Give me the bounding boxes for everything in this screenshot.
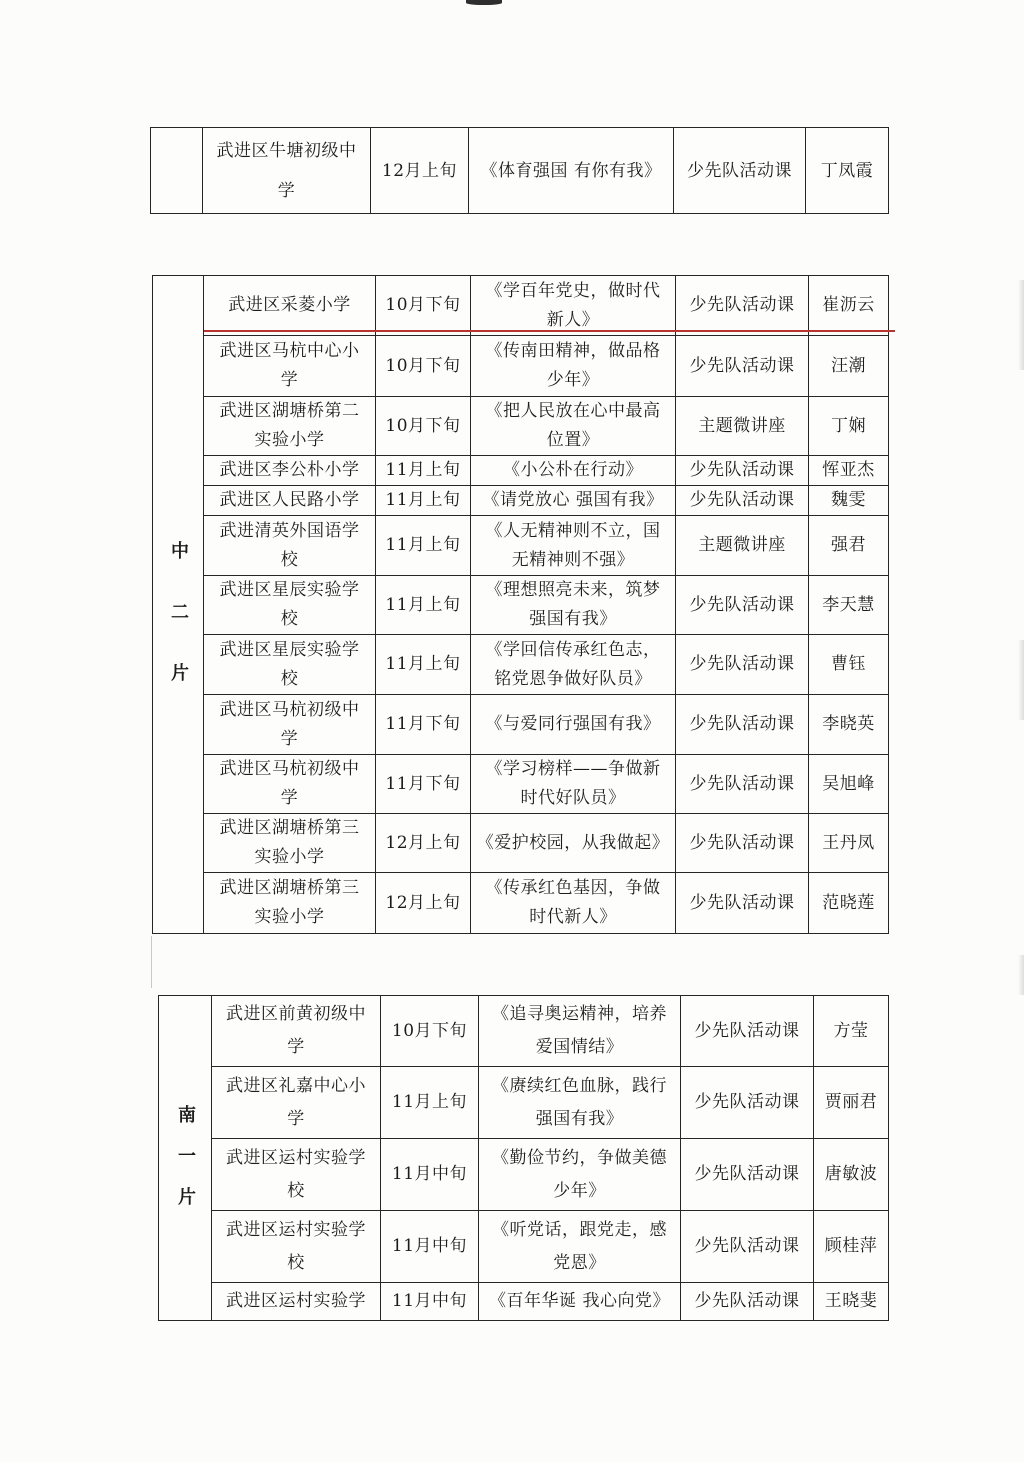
scan-edge-shadow (1018, 280, 1024, 370)
table-row (159, 1067, 889, 1139)
table-row (153, 635, 889, 695)
time-cell: 11月下旬 (376, 755, 471, 814)
activity-title-line: 《把人民放在心中最高 (485, 401, 661, 421)
time-cell: 11月上旬 (376, 516, 471, 576)
school-name-line: 武进区湖塘桥第三 (219, 878, 360, 898)
activity-title-line: 无精神则不强》 (511, 549, 635, 570)
time-cell: 11月中旬 (381, 1283, 479, 1321)
scan-edge-shadow (1018, 640, 1024, 720)
person-cell: 丁凤霞 (806, 128, 889, 214)
school-name-line: 校 (280, 609, 299, 629)
activity-title-line: 《百年华诞 我心向党》 (489, 1291, 670, 1311)
region-cell (159, 996, 212, 1321)
title-cell (471, 814, 676, 873)
title-cell (471, 276, 676, 336)
title-cell (471, 456, 676, 486)
time-cell: 10月下旬 (376, 336, 471, 397)
type-cell: 少先队活动课 (676, 456, 809, 486)
table-row (153, 516, 889, 576)
title-cell (471, 635, 676, 695)
school-name-line: 实验小学 (254, 847, 325, 867)
activity-title-line: 《听党话，跟党走，感 (492, 1219, 667, 1240)
region-label: 中二片 (168, 541, 189, 724)
school-name-line: 校 (280, 668, 299, 689)
school-name-line: 武进区马杭中心小 (219, 341, 360, 361)
table-row (153, 486, 889, 516)
school-cell (204, 695, 376, 755)
activity-title-line: 《传承红色基因，争做 (485, 878, 661, 898)
school-name-line: 学 (287, 1037, 305, 1057)
school-name-line: 武进区湖塘桥第三 (219, 818, 360, 838)
school-cell (204, 486, 376, 516)
school-name-line: 武进区人民路小学 (219, 490, 360, 510)
school-name-line: 校 (280, 549, 299, 570)
school-cell (204, 635, 376, 695)
type-cell: 少先队活动课 (676, 695, 809, 755)
table-row (153, 276, 889, 336)
school-cell (212, 1283, 381, 1321)
table-row (153, 873, 889, 934)
person-cell: 顾桂萍 (814, 1211, 889, 1283)
school-cell (204, 873, 376, 934)
time-cell: 12月上旬 (371, 128, 469, 214)
activity-title-line: 《爱护校园，从我做起》 (476, 832, 670, 853)
person-cell: 贾丽君 (814, 1067, 889, 1139)
schedule-table-zhong-er (152, 275, 889, 934)
activity-title-line: 《学百年党史，做时代 (485, 280, 661, 301)
school-name-line: 武进区采菱小学 (228, 295, 351, 315)
person-cell: 范晓莲 (809, 873, 889, 934)
table-row (153, 814, 889, 873)
type-cell: 少先队活动课 (676, 755, 809, 814)
table-row (153, 456, 889, 486)
time-cell: 11月中旬 (381, 1139, 479, 1211)
activity-title-line: 强国有我》 (535, 1108, 624, 1129)
school-name-line: 武进区运村实验学 (226, 1291, 366, 1311)
person-cell: 曹钰 (809, 635, 889, 695)
school-name-line: 武进区星辰实验学 (219, 639, 360, 660)
type-cell: 少先队活动课 (676, 635, 809, 695)
title-cell (471, 695, 676, 755)
school-name-line: 校 (287, 1252, 305, 1273)
activity-title-line: 《传南田精神，做品格 (485, 341, 661, 361)
type-cell: 少先队活动课 (676, 814, 809, 873)
title-cell (471, 873, 676, 934)
schedule-table-nan-yi (158, 995, 889, 1321)
red-pen-underline (204, 330, 895, 332)
type-cell: 主题微讲座 (676, 516, 809, 576)
activity-title-line: 少年》 (546, 370, 600, 390)
activity-title-line: 《小公朴在行动》 (503, 460, 643, 480)
person-cell: 吴旭峰 (809, 755, 889, 814)
person-cell: 王丹凤 (809, 814, 889, 873)
type-cell: 主题微讲座 (676, 397, 809, 456)
school-name-line: 实验小学 (254, 907, 325, 927)
table-row (159, 1139, 889, 1211)
time-cell: 10月下旬 (376, 276, 471, 336)
activity-title-line: 时代好队员》 (520, 788, 626, 808)
person-cell: 魏雯 (809, 486, 889, 516)
title-cell (479, 1139, 681, 1211)
type-cell: 少先队活动课 (681, 996, 814, 1067)
time-cell: 11月上旬 (381, 1067, 479, 1139)
school-cell (203, 128, 371, 214)
title-cell (479, 996, 681, 1067)
activity-title-line: 《请党放心 强国有我》 (482, 490, 664, 510)
activity-title-line: 爱国情结》 (535, 1037, 624, 1057)
activity-title-line: 《赓续红色血脉，践行 (492, 1075, 667, 1096)
school-cell (204, 755, 376, 814)
activity-title-line: 时代新人》 (529, 907, 617, 927)
table-row (153, 397, 889, 456)
activity-title-line: 《学回信传承红色志， (485, 639, 661, 660)
type-cell: 少先队活动课 (674, 128, 806, 214)
time-cell: 10月下旬 (381, 996, 479, 1067)
school-name-line: 武进区牛塘初级中 (216, 140, 357, 161)
school-name-line: 武进区运村实验学 (226, 1219, 366, 1240)
time-cell: 11月上旬 (376, 486, 471, 516)
time-cell: 11月中旬 (381, 1211, 479, 1283)
type-cell: 少先队活动课 (681, 1283, 814, 1321)
activity-title-line: 新人》 (546, 309, 600, 330)
school-name-line: 实验小学 (254, 430, 325, 450)
person-cell: 汪潮 (809, 336, 889, 397)
title-cell (479, 1283, 681, 1321)
time-cell: 11月下旬 (376, 695, 471, 755)
title-cell (471, 755, 676, 814)
school-name-line: 武进区运村实验学 (226, 1147, 366, 1168)
school-cell (212, 1067, 381, 1139)
school-cell (212, 1211, 381, 1283)
person-cell: 李晓英 (809, 695, 889, 755)
type-cell: 少先队活动课 (676, 336, 809, 397)
school-cell (204, 276, 376, 336)
school-name-line: 校 (287, 1180, 305, 1201)
activity-title-line: 《追寻奥运精神，培养 (492, 1004, 667, 1024)
school-name-line: 武进区李公朴小学 (219, 460, 360, 480)
school-cell (204, 516, 376, 576)
school-cell (204, 336, 376, 397)
table-row (153, 755, 889, 814)
title-cell (471, 397, 676, 456)
school-name-line: 武进区前黄初级中 (226, 1004, 366, 1024)
activity-title-line: 铭党恩争做好队员》 (494, 668, 652, 689)
school-cell (212, 996, 381, 1067)
activity-title-line: 《与爱同行强国有我》 (485, 714, 661, 734)
region-label: 南一片 (175, 1104, 196, 1228)
person-cell: 方莹 (814, 996, 889, 1067)
school-cell (204, 397, 376, 456)
school-name-line: 学 (287, 1108, 305, 1129)
region-cell (151, 128, 203, 214)
type-cell: 少先队活动课 (681, 1139, 814, 1211)
scan-mark (466, 0, 502, 5)
title-cell (471, 516, 676, 576)
scan-edge-shadow (1018, 955, 1024, 995)
type-cell: 少先队活动课 (676, 576, 809, 635)
region-cell (153, 276, 204, 934)
school-name-line: 学 (280, 728, 299, 749)
person-cell: 李天慧 (809, 576, 889, 635)
school-name-line: 学 (277, 180, 296, 201)
title-cell (471, 486, 676, 516)
title-cell (469, 128, 674, 214)
activity-title-line: 强国有我》 (529, 609, 617, 629)
table-row (159, 1211, 889, 1283)
person-cell: 唐敏波 (814, 1139, 889, 1211)
activity-title-line: 《体育强国 有你有我》 (480, 160, 662, 181)
table-row (153, 336, 889, 397)
school-name-line: 武进区礼嘉中心小 (226, 1075, 366, 1096)
type-cell: 少先队活动课 (681, 1067, 814, 1139)
school-cell (212, 1139, 381, 1211)
table-row (153, 576, 889, 635)
school-name-line: 武进区湖塘桥第二 (219, 401, 360, 421)
school-name-line: 武进区星辰实验学 (219, 580, 360, 600)
type-cell: 少先队活动课 (676, 873, 809, 934)
activity-title-line: 位置》 (546, 430, 600, 450)
time-cell: 10月下旬 (376, 397, 471, 456)
title-cell (479, 1211, 681, 1283)
type-cell: 少先队活动课 (681, 1211, 814, 1283)
time-cell: 12月上旬 (376, 814, 471, 873)
time-cell: 12月上旬 (376, 873, 471, 934)
scan-artifact-line (151, 936, 152, 988)
title-cell (471, 336, 676, 397)
school-cell (204, 456, 376, 486)
person-cell: 恽亚杰 (809, 456, 889, 486)
table-row (151, 128, 889, 214)
school-name-line: 学 (280, 370, 299, 390)
school-name-line: 武进区马杭初级中 (219, 699, 360, 720)
type-cell: 少先队活动课 (676, 486, 809, 516)
activity-title-line: 少年》 (553, 1180, 606, 1201)
activity-title-line: 《学习榜样——争做新 (485, 759, 661, 779)
person-cell: 强君 (809, 516, 889, 576)
time-cell: 11月上旬 (376, 456, 471, 486)
school-name-line: 武进区马杭初级中 (219, 759, 360, 779)
time-cell: 11月上旬 (376, 576, 471, 635)
person-cell: 王晓斐 (814, 1283, 889, 1321)
activity-title-line: 党恩》 (553, 1252, 606, 1273)
table-row (153, 695, 889, 755)
activity-title-line: 《人无精神则不立，国 (485, 520, 661, 541)
table-row (159, 1283, 889, 1321)
school-name-line: 学 (280, 788, 299, 808)
school-cell (204, 576, 376, 635)
activity-title-line: 《勤俭节约，争做美德 (492, 1147, 667, 1168)
school-name-line: 武进清英外国语学 (219, 520, 360, 541)
schedule-table-continued (150, 127, 889, 214)
time-cell: 11月上旬 (376, 635, 471, 695)
title-cell (479, 1067, 681, 1139)
school-cell (204, 814, 376, 873)
activity-title-line: 《理想照亮未来，筑梦 (485, 580, 661, 600)
person-cell: 丁娴 (809, 397, 889, 456)
table-row (159, 996, 889, 1067)
type-cell: 少先队活动课 (676, 276, 809, 336)
title-cell (471, 576, 676, 635)
person-cell: 崔沥云 (809, 276, 889, 336)
